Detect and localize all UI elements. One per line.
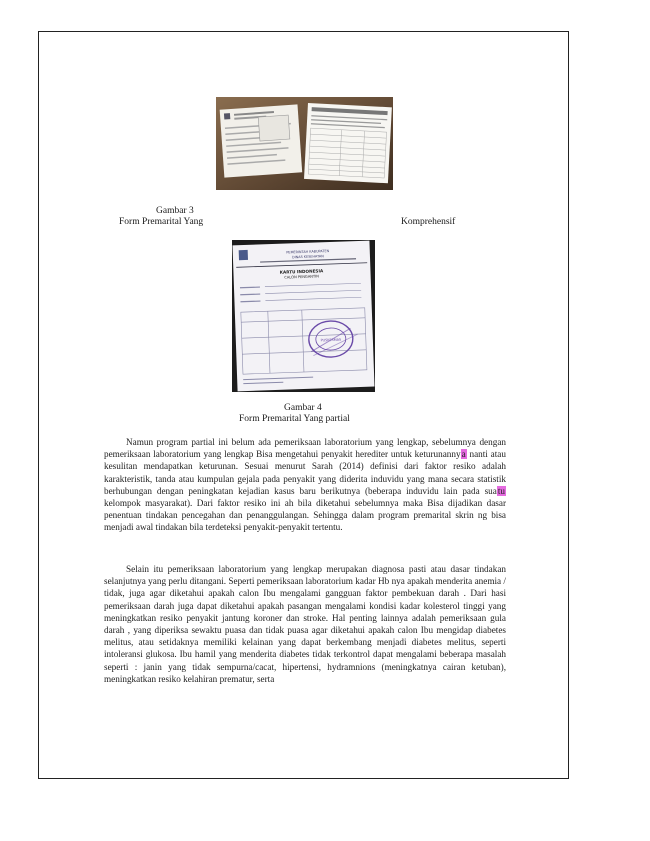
paragraph-1-part-c: kelompok masyarakat). Dari faktor resiko ini ah bila diketahui sebelumnya maka Bisa dijadikan dasar penentuan tindakan pencegahan dan penanggulangan. Sehingga dalam program premarital skrin ng bisa menjadi awal tindakan bila terdeteksi penyakit-penyakit tertentu. bbox=[104, 498, 506, 533]
figure3-number: Gambar 3 bbox=[156, 206, 194, 216]
card-title1: KARTU INDONESIA bbox=[279, 268, 324, 275]
figure4-caption: Form Premarital Yang partial bbox=[239, 414, 350, 424]
figure4-number: Gambar 4 bbox=[284, 403, 322, 413]
highlight-mark-1: a bbox=[461, 449, 466, 460]
paragraph-1-part-a: Namun program partial ini belum ada pemeriksaan laboratorium yang lengkap, sebelumnya dengan pemeriksaan laboratorium yang lengkap Bisa mengetahui penyakit herediter untuk keturunanny bbox=[104, 437, 506, 460]
highlight-mark-2: tu bbox=[497, 485, 505, 496]
figure3-caption-left: Form Premarital Yang bbox=[119, 217, 204, 227]
paragraph-2-text: Selain itu pemeriksaan laboratorium yang lengkap merupakan diagnosa pasti atau dasar tindakan selanjutnya yang perlu ditangani. Seperti pemeriksaan laboratorium kadar Hb nya apakah menderita anemia / tidak, juga agar diketahui apakah calon Ibu mengalami gangguan faktor pembekuan darah . Dari hasi pemeriksaan darah juga dapat diketahui apakah pasangan mengalami kondisi kadar kolesterol tinggi yang meningkatkan resiko penyakit jantung koroner dan stroke. Hal penting lainnya adalah pemeriksaan gula darah , yang diperiksa sewaktu puasa dan tidak puasa agar diketahui apakah calon Ibu mengidap diabetes melitus, atau setidaknya memiliki kelainan yang dapat berkembang menjadi diabetes melitus, seperti intoleransi glukosa. Ibu hamil yang menderita diabetes tidak terkontrol dapat mengalami beberapa masalah seperti : janin yang tidak sempurna/cacat, hipertensi, hydramnions (meningkatnya cairan ketuban), meningkatkan resiko kelahiran prematur, serta bbox=[104, 564, 506, 684]
figure3-caption-right: Komprehensif bbox=[401, 217, 456, 227]
card-title2: CALON PENGANTIN bbox=[284, 274, 319, 280]
figure3-photo bbox=[216, 97, 393, 190]
card-stamp: PUSKESMAS bbox=[320, 337, 342, 343]
figure4-photo bbox=[232, 240, 375, 392]
paragraph-1-part-b: nanti atau kesulitan mendapatkan keturunan. Sesuai menurut Sarah (2014) definisi dari faktor resiko adalah karakteristik, tanda atau kumpulan gejala pada penyakit yang diderita induvidu yang mana secara statistik berhubungan dengan peningkatan kejadian kasus baru berikutnya (beberapa induvidu lain pada sua bbox=[104, 449, 506, 496]
card-header1: PEMERINTAH KABUPATEN bbox=[286, 249, 330, 255]
card-header2: DINAS KESEHATAN bbox=[292, 254, 324, 260]
paragraph-2 bbox=[104, 563, 506, 685]
paragraph-1 bbox=[104, 436, 506, 534]
page-frame bbox=[38, 31, 569, 779]
